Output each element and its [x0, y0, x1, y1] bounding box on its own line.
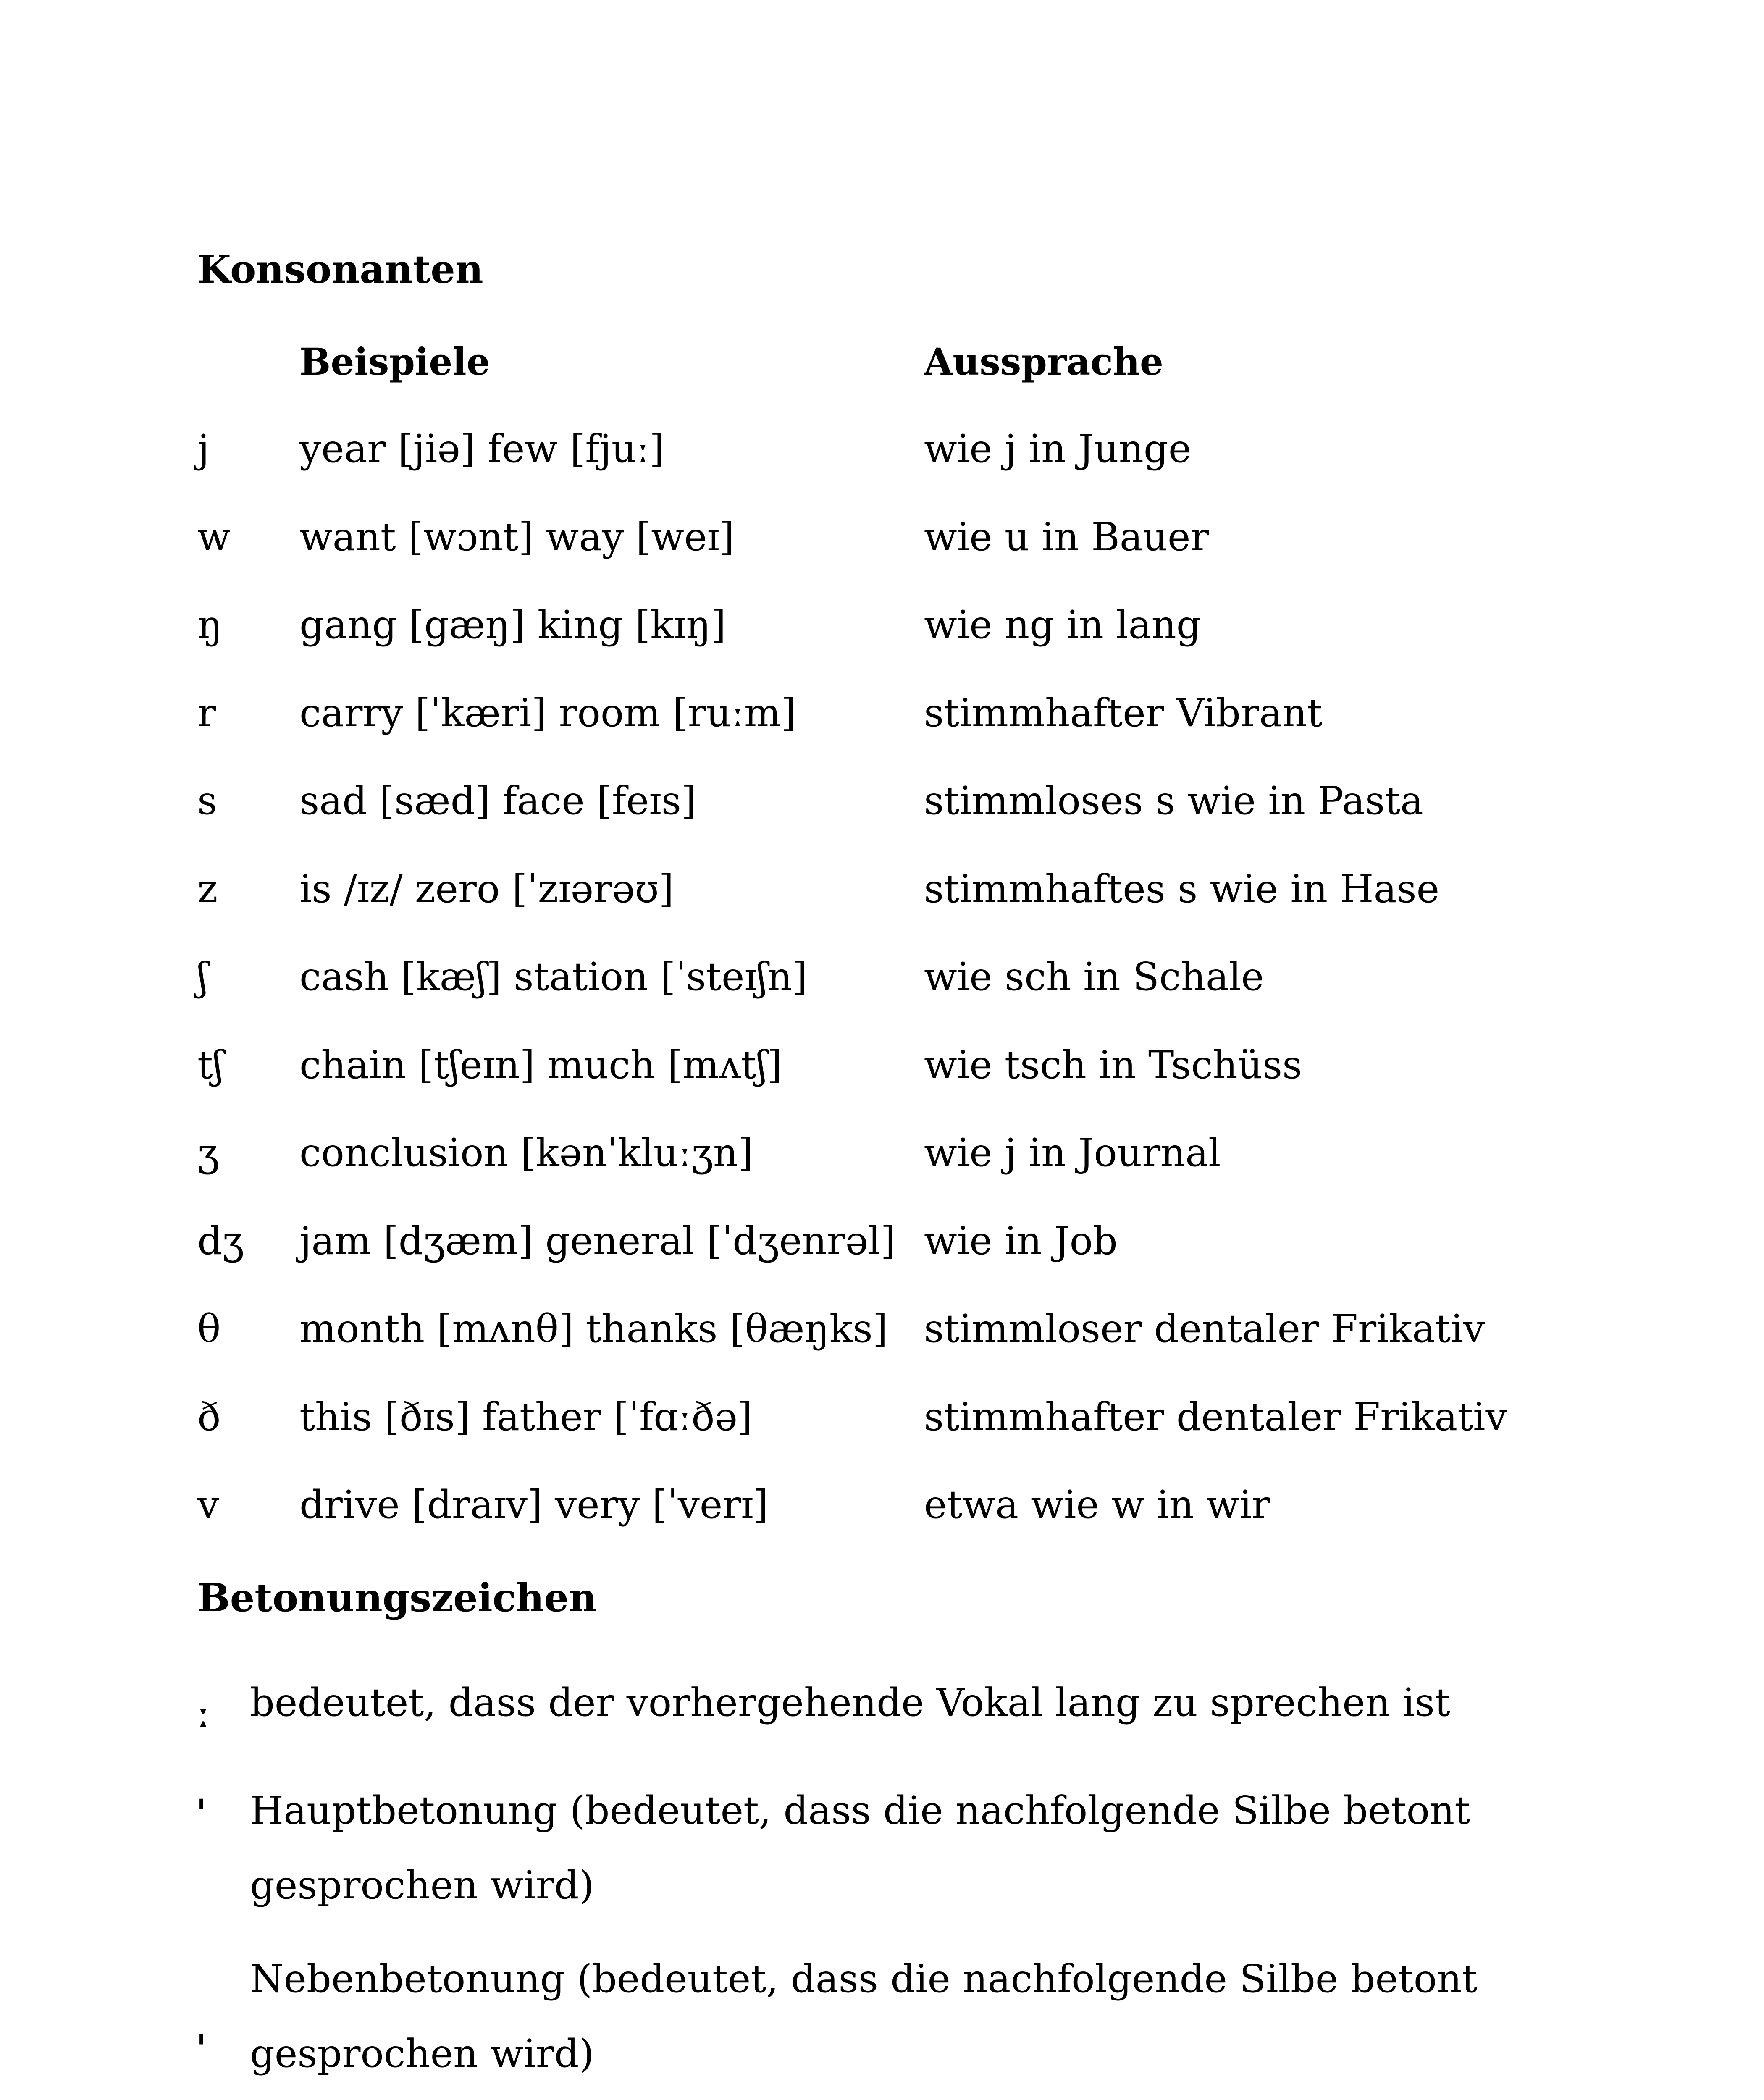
pronunciation-cell: wie tsch in Tschüss	[924, 1042, 1302, 1087]
pronunciation-cell: wie j in Journal	[924, 1130, 1221, 1175]
ipa-symbol: ð	[197, 1394, 221, 1439]
table-row	[0, 1213, 1764, 1302]
examples-cell: jam [dʒæm] general [ˈdʒenrəl]	[299, 1218, 896, 1263]
secondary-stress-description: Nebenbetonung (bedeutet, dass die nachfolgende Silbe betont gesprochen wird)	[250, 1956, 1478, 2076]
table-row	[0, 1389, 1764, 1478]
table-row	[0, 421, 1764, 509]
examples-cell: chain [tʃeɪn] much [mʌtʃ]	[299, 1042, 782, 1087]
table-row	[0, 1037, 1764, 1126]
ipa-symbol: θ	[197, 1306, 221, 1351]
ipa-symbol: ʃ	[197, 954, 208, 999]
section-heading-stress-marks: Betonungszeichen	[197, 1575, 597, 1620]
consonant-table	[0, 421, 1764, 1565]
pronunciation-cell: wie j in Junge	[924, 426, 1192, 471]
table-row	[0, 685, 1764, 774]
examples-cell: year [jiə] few [fjuː]	[299, 426, 665, 471]
examples-cell: cash [kæʃ] station [ˈsteɪʃn]	[299, 954, 807, 999]
primary-stress-description: Hauptbetonung (bedeutet, dass die nachfolgende Silbe betont gesprochen wird)	[250, 1788, 1470, 1908]
pronunciation-cell: stimmhaftes s wie in Hase	[924, 866, 1440, 911]
column-header-pronunciation: Aussprache	[924, 340, 1163, 383]
length-mark-description: bedeutet, dass der vorhergehende Vokal lang zu sprechen ist	[250, 1680, 1450, 1725]
pronunciation-cell: etwa wie w in wir	[924, 1482, 1270, 1527]
table-row	[0, 509, 1764, 598]
table-row	[0, 773, 1764, 861]
pronunciation-cell: wie ng in lang	[924, 602, 1201, 647]
examples-cell: month [mʌnθ] thanks [θæŋks]	[299, 1306, 888, 1351]
primary-stress-symbol: ˈ	[196, 1792, 207, 1839]
table-row	[0, 949, 1764, 1037]
table-row	[0, 1477, 1764, 1565]
examples-cell: carry [ˈkæri] room [ruːm]	[299, 690, 796, 735]
table-row	[0, 597, 1764, 685]
secondary-stress-symbol: ˌ	[196, 2003, 207, 2050]
examples-cell: gang [gæŋ] king [kɪŋ]	[299, 602, 726, 647]
examples-cell: sad [sæd] face [feɪs]	[299, 778, 696, 823]
pronunciation-cell: wie u in Bauer	[924, 514, 1209, 559]
ipa-symbol: tʃ	[197, 1042, 223, 1087]
pronunciation-cell: wie sch in Schale	[924, 954, 1264, 999]
section-heading-consonants: Konsonanten	[197, 247, 483, 292]
examples-cell: conclusion [kənˈkluːʒn]	[299, 1130, 753, 1175]
ipa-symbol: ʒ	[197, 1130, 219, 1175]
pronunciation-cell: stimmhafter Vibrant	[924, 690, 1323, 735]
pronunciation-cell: stimmloser dentaler Frikativ	[924, 1306, 1485, 1351]
examples-cell: this [ðɪs] father [ˈfɑːðə]	[299, 1394, 753, 1439]
ipa-symbol: ŋ	[197, 602, 223, 647]
ipa-symbol: w	[197, 514, 231, 559]
table-row	[0, 861, 1764, 950]
table-row	[0, 1301, 1764, 1389]
ipa-symbol: j	[197, 426, 210, 471]
pronunciation-cell: stimmloses s wie in Pasta	[924, 778, 1423, 823]
examples-cell: drive [draɪv] very [ˈverɪ]	[299, 1482, 769, 1527]
ipa-symbol: dʒ	[197, 1218, 244, 1263]
examples-cell: is /ɪz/ zero [ˈzɪərəʊ]	[299, 866, 674, 911]
ipa-symbol: s	[197, 778, 218, 823]
pronunciation-cell: wie in Job	[924, 1218, 1118, 1263]
ipa-symbol: z	[197, 866, 218, 911]
table-row	[0, 1125, 1764, 1213]
ipa-symbol: v	[197, 1482, 219, 1527]
column-header-examples: Beispiele	[299, 340, 490, 383]
length-mark-symbol: ː	[196, 1689, 211, 1736]
examples-cell: want [wɔnt] way [weɪ]	[299, 514, 735, 559]
pronunciation-cell: stimmhafter dentaler Frikativ	[924, 1394, 1507, 1439]
ipa-symbol: r	[197, 690, 216, 735]
